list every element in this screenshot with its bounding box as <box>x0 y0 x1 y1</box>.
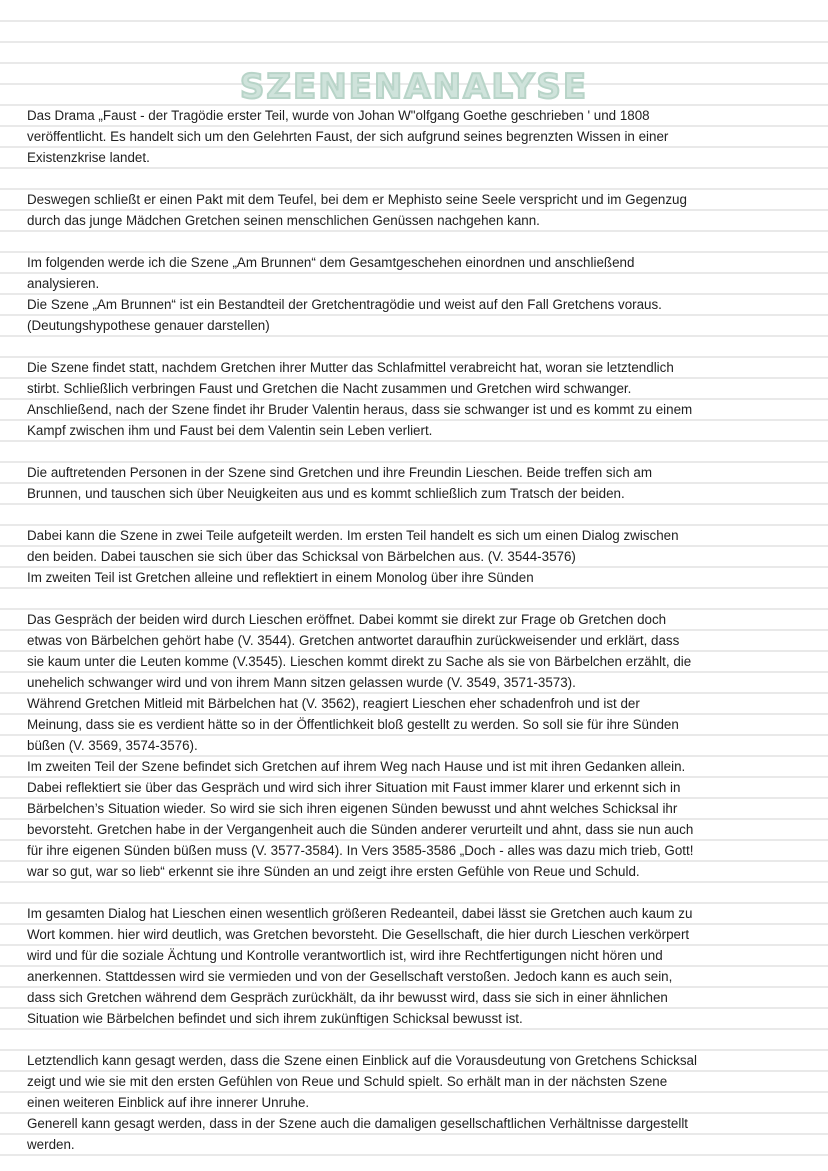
text-line: einen weiteren Einblick auf ihre innerer Unruhe. <box>27 1095 310 1110</box>
paragraph-introduction <box>27 105 807 168</box>
text-line: Deswegen schließt er einen Pakt mit dem Teufel, bei dem er Mephisto seine Seele verspricht und im Gegenzug <box>27 192 687 207</box>
text-line: durch das junge Mädchen Gretchen seinen menschlichen Genüssen nachgehen kann. <box>27 213 540 228</box>
text-line: Die Szene „Am Brunnen“ ist ein Bestandteil der Gretchentragödie und weist auf den Fall Gretchens voraus. <box>27 297 662 312</box>
paragraph-characters <box>27 462 807 504</box>
text-line: unehelich schwanger wird und von ihrem Mann sitzen gelassen wurde (V. 3549, 3571-3573). <box>27 675 576 690</box>
page-title: SZENENANALYSE <box>239 66 589 107</box>
text-line: Wort kommen. hier wird deutlich, was Gretchen bevorsteht. Die Gesellschaft, die hier durch Lieschen verkörpert <box>27 927 690 942</box>
text-line: Im zweiten Teil der Szene befindet sich Gretchen auf ihrem Weg nach Hause und ist mit ihren Gedanken allein. <box>27 759 686 774</box>
text-line: Existenzkrise landet. <box>27 150 150 165</box>
text-line: Im gesamten Dialog hat Lieschen einen wesentlich größeren Redeanteil, dabei lässt sie Gretchen auch kaum zu <box>27 906 693 921</box>
text-line: für ihre eigenen Sünden büßen muss (V. 3577-3584). In Vers 3585-3586 „Doch - alles was dazu mich trieb, Gott! <box>27 843 694 858</box>
paragraph-hypothesis <box>27 252 807 336</box>
text-line: den beiden. Dabei tauschen sie sich über das Schicksal von Bärbelchen aus. (V. 3544-3576) <box>27 549 576 564</box>
paragraph-gap <box>27 504 807 525</box>
paragraph-gap <box>27 336 807 357</box>
text-line: sie kaum unter die Leuten komme (V.3545). Lieschen kommt direkt zu Sache als sie von Bärbelchen erzählt, die <box>27 654 692 669</box>
text-line: Letztendlich kann gesagt werden, dass die Szene einen Einblick auf die Vorausdeutung von Gretchens Schicksal <box>27 1053 697 1068</box>
text-line: stirbt. Schließlich verbringen Faust und Gretchen die Nacht zusammen und Gretchen wird schwanger. <box>27 381 632 396</box>
text-line: werden. <box>27 1137 75 1152</box>
text-line: Die Szene findet statt, nachdem Gretchen ihrer Mutter das Schlafmittel verabreicht hat, woran sie letztendlich <box>27 360 674 375</box>
text-line: Im zweiten Teil ist Gretchen alleine und reflektiert in einem Monolog über ihre Sünden <box>27 570 534 585</box>
text-line: Bärbelchen’s Situation wieder. So wird sie sich ihren eigenen Sünden bewusst und ahnt welches Schicksal ihr <box>27 801 678 816</box>
paragraph-gap <box>27 231 807 252</box>
text-line: Anschließend, nach der Szene findet ihr Bruder Valentin heraus, dass sie schwanger ist und es kommt zu einem <box>27 402 693 417</box>
text-line: analysieren. <box>27 276 100 291</box>
document-body <box>27 105 807 1155</box>
paragraph-analysis <box>27 609 807 882</box>
paragraph-structure <box>27 525 807 588</box>
paragraph-gap <box>27 882 807 903</box>
paragraph-pact <box>27 189 807 231</box>
text-line: Situation wie Bärbelchen befindet und sich ihrem zukünftigen Schicksal bewusst ist. <box>27 1011 523 1026</box>
paragraph-gap <box>27 441 807 462</box>
paragraph-gap <box>27 588 807 609</box>
text-line: Generell kann gesagt werden, dass in der Szene auch die damaligen gesellschaftlichen Verhältnisse dargestellt <box>27 1116 689 1131</box>
text-line: Meinung, dass sie es verdient hätte so in der Öffentlichkeit bloß gestellt zu werden. So soll sie für ihre Sünden <box>27 717 679 732</box>
text-line: Dabei kann die Szene in zwei Teile aufgeteilt werden. Im ersten Teil handelt es sich um einen Dialog zwischen <box>27 528 679 543</box>
text-line: (Deutungshypothese genauer darstellen) <box>27 318 270 333</box>
text-line: Kampf zwischen ihm und Faust bei dem Valentin sein Leben verliert. <box>27 423 433 438</box>
paragraph-gap <box>27 1029 807 1050</box>
text-line: wird und für die soziale Ächtung und Kontrolle verantwortlich ist, wird ihre Rechtfertigungen nicht hören und <box>27 948 663 963</box>
text-line: büßen (V. 3569, 3574-3576). <box>27 738 198 753</box>
paragraph-context <box>27 357 807 441</box>
text-line: dass sich Gretchen während dem Gespräch zurückhält, da ihr bewusst wird, dass sie sich in einer ähnlichen <box>27 990 668 1005</box>
text-line: bevorsteht. Gretchen habe in der Vergangenheit auch die Sünden anderer verurteilt und ahnt, dass sie nun auch <box>27 822 694 837</box>
text-line: Brunnen, und tauschen sich über Neuigkeiten aus und es kommt schließlich zum Tratsch der beiden. <box>27 486 625 501</box>
text-line: Im folgenden werde ich die Szene „Am Brunnen“ dem Gesamtgeschehen einordnen und anschließend <box>27 255 635 270</box>
text-line: zeigt und wie sie mit den ersten Gefühlen von Reue und Schuld spielt. So erhält man in der nächsten Szene <box>27 1074 668 1089</box>
paragraph-conclusion <box>27 1050 807 1155</box>
text-line: Das Drama „Faust - der Tragödie erster Teil, wurde von Johan W"olfgang Goethe geschrieben ' und 1808 <box>27 108 650 123</box>
text-line: veröffentlicht. Es handelt sich um den Gelehrten Faust, der sich aufgrund seines begrenzten Wissen in einer <box>27 129 669 144</box>
text-line: war so gut, war so lieb“ erkennt sie ihre Sünden an und zeigt ihre ersten Gefühle von Reue und Schuld. <box>27 864 640 879</box>
text-line: etwas von Bärbelchen gehört habe (V. 3544). Gretchen antwortet daraufhin zurückweisender und erklärt, dass <box>27 633 680 648</box>
text-line: Dabei reflektiert sie über das Gespräch und wird sich ihrer Situation mit Faust immer klarer und erkennt sich in <box>27 780 681 795</box>
text-line: Während Gretchen Mitleid mit Bärbelchen hat (V. 3562), reagiert Lieschen eher schadenfroh und ist der <box>27 696 640 711</box>
paragraph-interpretation <box>27 903 807 1029</box>
text-line: Die auftretenden Personen in der Szene sind Gretchen und ihre Freundin Lieschen. Beide treffen sich am <box>27 465 653 480</box>
paragraph-gap <box>27 168 807 189</box>
text-line: anerkennen. Stattdessen wird sie vermieden und von der Gesellschaft verstoßen. Jedoch kann es auch sein, <box>27 969 673 984</box>
text-line: Das Gespräch der beiden wird durch Lieschen eröffnet. Dabei kommt sie direkt zur Frage ob Gretchen doch <box>27 612 667 627</box>
